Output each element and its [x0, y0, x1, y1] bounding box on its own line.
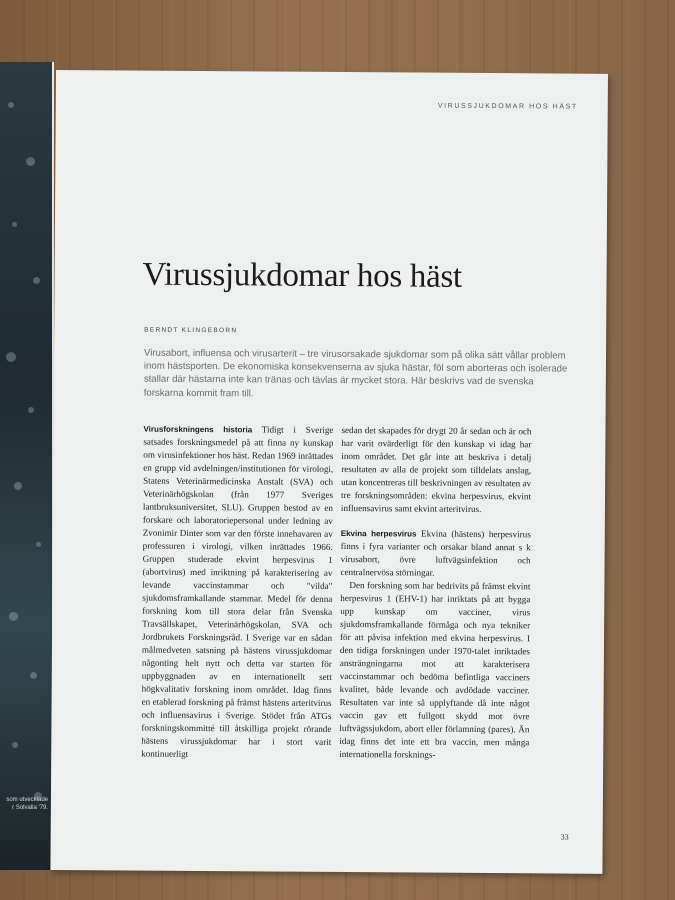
photo-caption: [0, 796, 52, 812]
body-paragraph: [141, 423, 333, 762]
body-paragraph: sedan det skapades för drygt 20 år sedan och är och har varit ovärderligt för den kunskap vi idag har inom området. Det går inte att beskriva i detalj resultaten av alla de projekt som tilldelats anslag, utan koncentreras till beskrivningen av resultaten av tre forskningsområden: ekvina herpesvirus, ekvint influensavirus samt ekvint arteritvirus.: [340, 425, 532, 514]
body-paragraph: Den forskning som har bedrivits på främst ekvint herpesvirus 1 (EHV-1) har inriktats på att bygga upp kunskap om vacciner, virus sjukdomsframkallande förmåga och nya tekniker för att påvisa infektion med ekvina herpesvirus. I den tidiga forskningen under 1970-talet inriktades ansträngningarna mot att karakterisera vaccinstammar och bedöma befintliga vacciners kvalitet, både levande och avdödade vacciner. Resultaten var inte så upplyftande då inte något vaccin gav ett fullgott skydd mot övre luftvägssjukdom, abort eller förlamning (pares). Än idag finns det inte ett bra vaccin, men många internationella forsknings-: [339, 580, 531, 760]
text-column-left: [141, 423, 333, 762]
photo-caption-line: som utvecklade: [6, 797, 48, 803]
article-title: Virussjukdomar hos häst: [142, 256, 462, 295]
text-column-right: [339, 424, 531, 762]
page-number: 33: [560, 832, 569, 842]
section-heading: Ekvina herpesvirus: [340, 528, 417, 539]
magazine-page: [50, 70, 608, 874]
article-lead: Virusabort, influensa och virusarterit – tre virusorsakade sjukdomar som på olika sätt vållar problem inom hästsporten. De ekonomiska konsekvenserna av sjuka hästar, föl som aborteras och isolerade stallar där hästarna inte kan tränas och tävlas är mycket stora. Här beskrivs vad de svenska forskarna kommit fram till.: [143, 347, 568, 399]
paragraph-text: Tidigt i Sverige satsades forskningsmedel på att finna ny kunskap om virusinfektioner hos häst. Redan 1969 inrättades en grupp vid avdelningen/institutionen för virologi, Statens Veterinärmedicinska Anstalt (SVA) och Veterinärhögskolan (från 1977 Sveriges lantbruksuniversitet, SLU). Gruppen bestod av en forskare och laboratoriepersonal under ledning av Zvonimir Dinter som var den förste innehavaren av professuren i virologi, vilken inrättades 1966. Gruppen studerade ekvint herpesvirus 1 (abortvirus) med inriktning på karakterisering av levande vaccinstammar och "vilda" sjukdomsframkallande stammar. Medel för denna forskning kom till stora delar från Svenska Travsällskapet, Veterinärhögskolan, SVA och Jordbrukets Forskningsråd. I Sverige var en sådan målmedveten satsning på hästens virussjukdomar någonting helt nytt och detta var starten för uppbyggnaden av en internationellt sett högkvalitativ forskning inom området. Idag finns en etablerad forskning på främst hästens arteritvirus och influensavirus i Sverige. Stödet från ATGs forskningskommitté till åtskilliga projekt rörande hästens virussjukdomar har i stort varit kontinuerligt: [141, 424, 334, 759]
paragraph-text: Ekvina (hästens) herpesvirus finns i fyra varianter och orsakar bland annat s k virusabort, övre luftvägsinfektion och centralnervösa störningar.: [340, 528, 531, 578]
body-paragraph: [340, 527, 530, 580]
running-head: VIRUSSJUKDOMAR HOS HÄST: [437, 102, 578, 111]
facing-page-photo: [0, 62, 54, 870]
section-heading: Virusforskningens historia: [143, 424, 253, 435]
author-byline: BERNDT KLINGEBORN: [144, 326, 238, 335]
photo-caption-line: r Solvalla '79.: [12, 805, 48, 811]
